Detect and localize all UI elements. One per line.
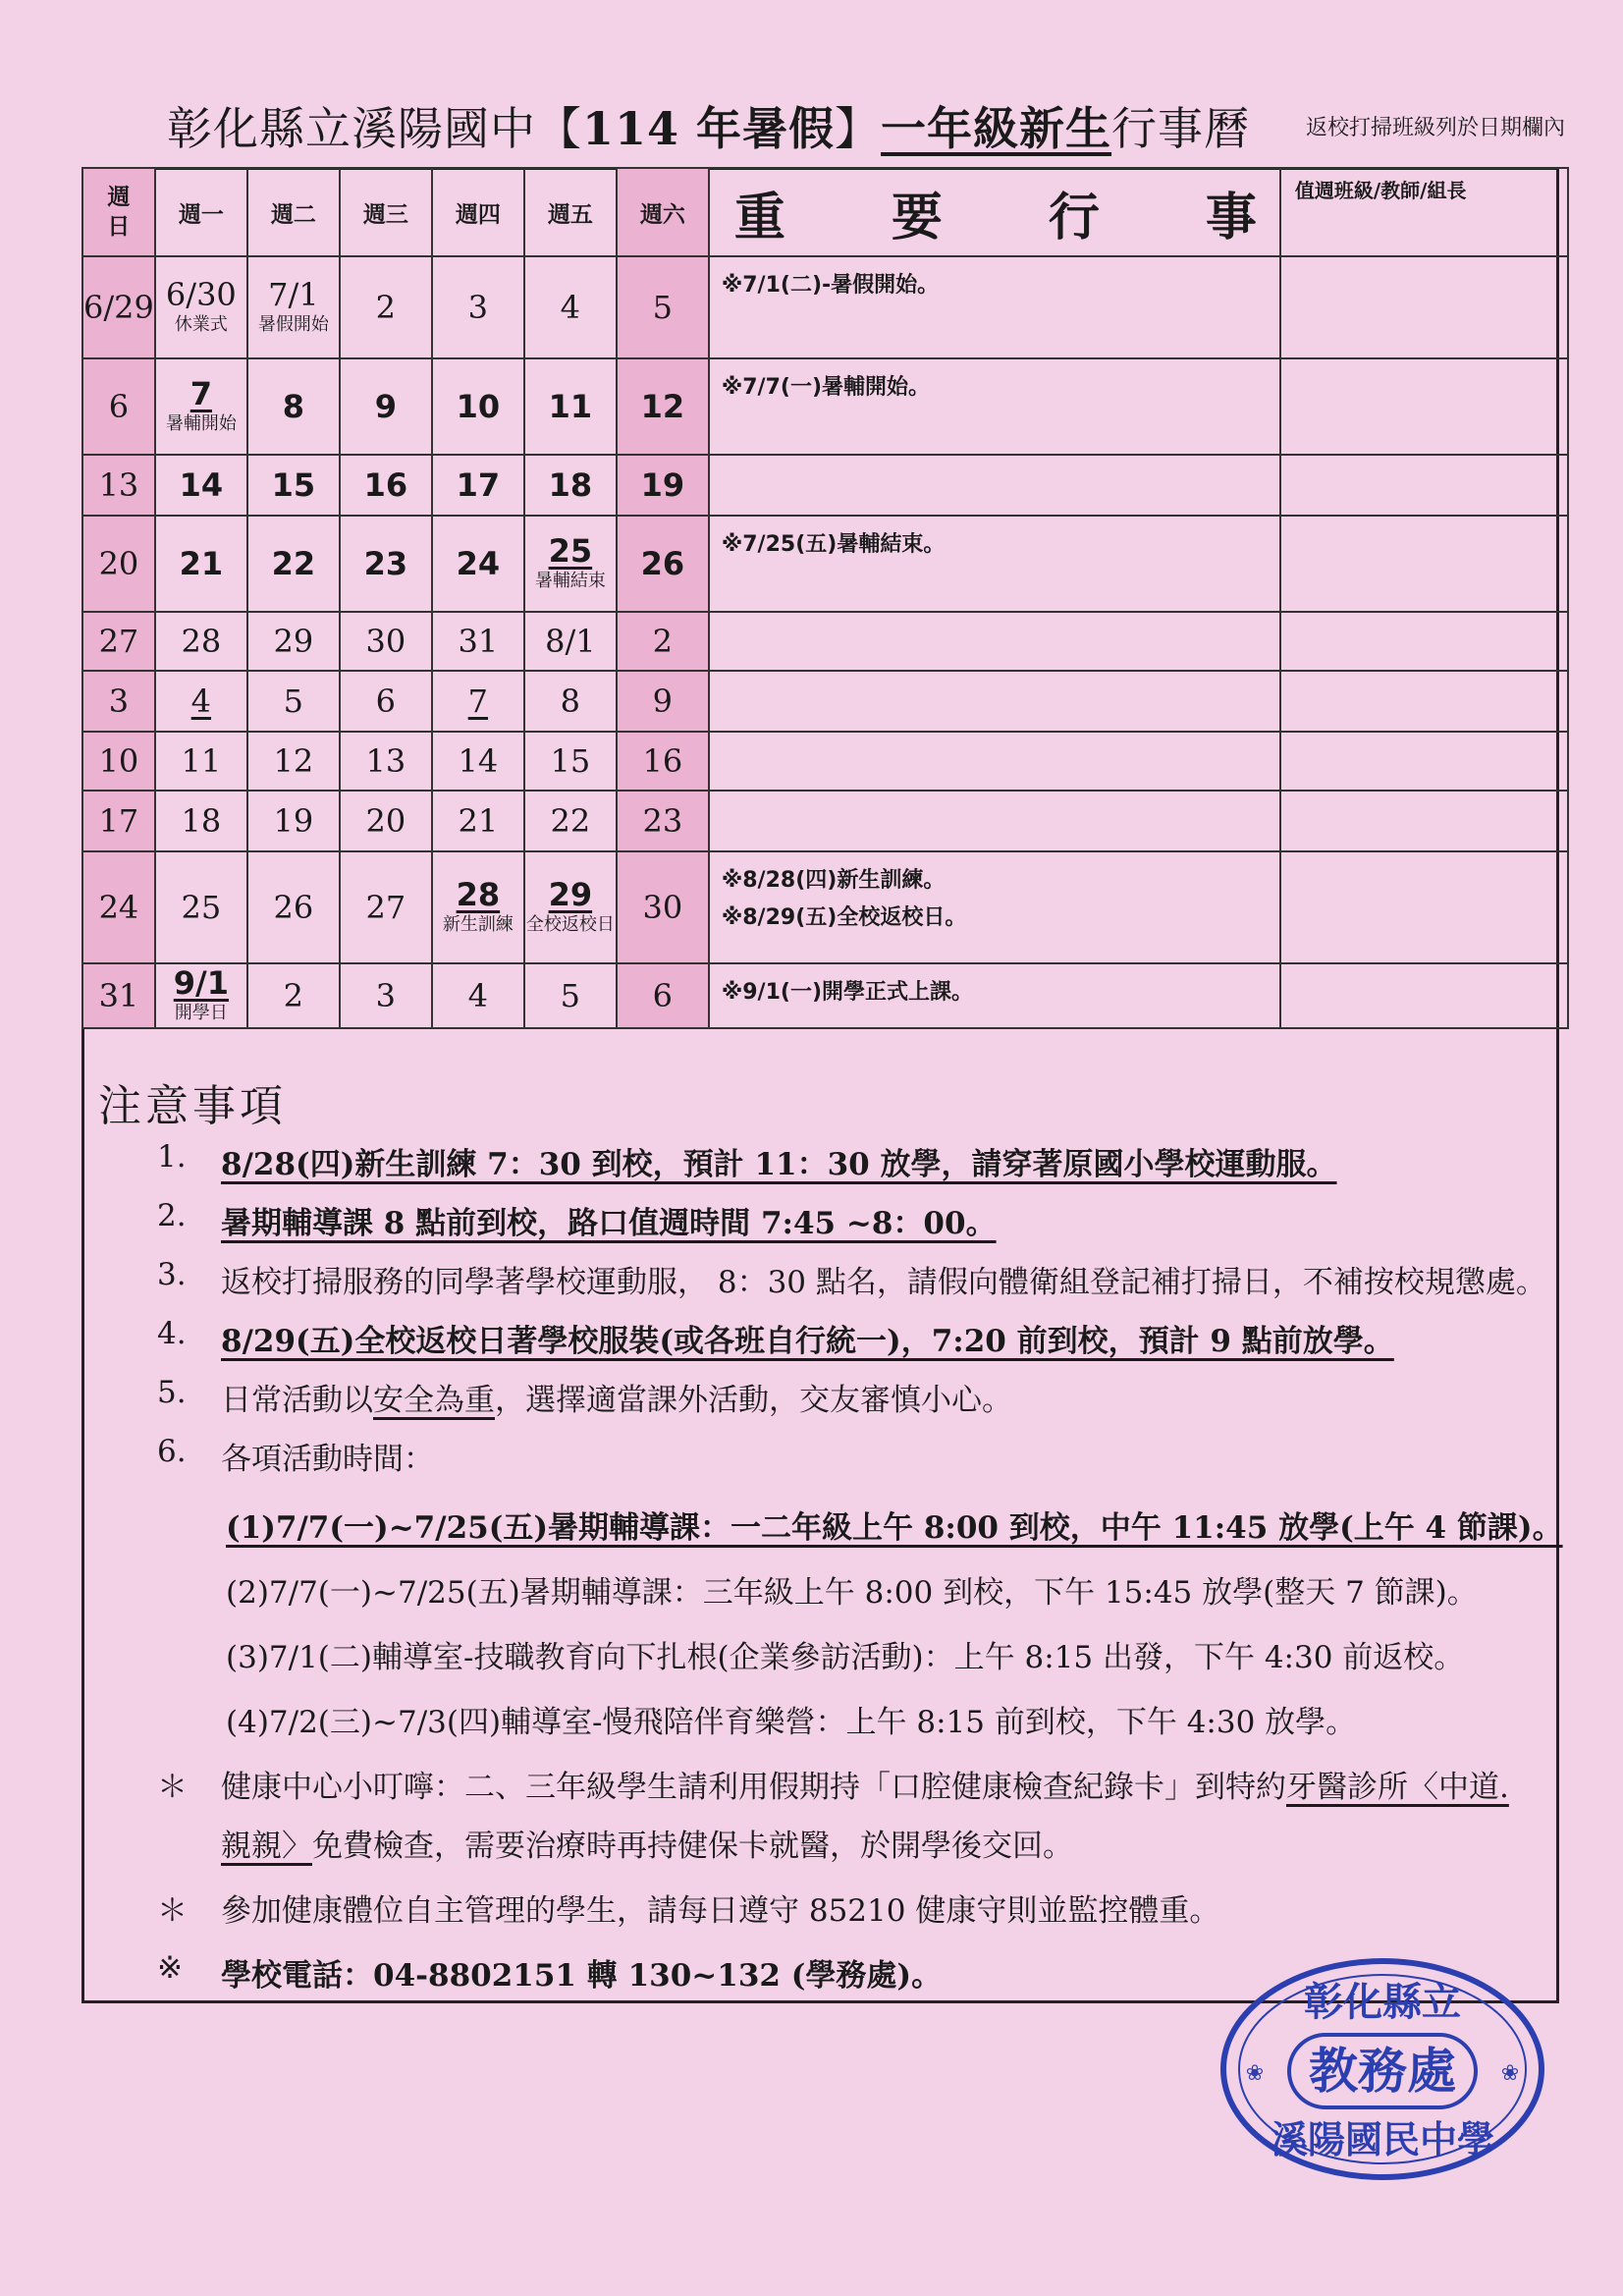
events-cell xyxy=(709,671,1280,732)
svg-text:教務處: 教務處 xyxy=(1309,2043,1456,2100)
col-tue: 週二 xyxy=(247,168,340,256)
duty-cell xyxy=(1280,516,1568,612)
header xyxy=(0,93,1623,162)
day-cell-wed: 30 xyxy=(340,612,432,671)
title-grade: 一年級新生 xyxy=(881,102,1112,155)
day-cell-wed: 23 xyxy=(340,516,432,612)
day-cell-sun: 24 xyxy=(82,851,155,963)
day-cell-tue: 7/1 暑假開始 xyxy=(247,256,340,358)
col-events: 重 要 行 事 xyxy=(709,168,1280,256)
day-cell-tue: 2 xyxy=(247,963,340,1028)
col-mon: 週一 xyxy=(155,168,247,256)
duty-cell xyxy=(1280,671,1568,732)
day-cell-tue: 5 xyxy=(247,671,340,732)
day-cell-sun: 31 xyxy=(82,963,155,1028)
day-cell-tue: 19 xyxy=(247,791,340,851)
col-duty: 值週班級/教師/組長 xyxy=(1280,168,1568,256)
event-item: ※7/7(一)暑輔開始。 xyxy=(721,375,931,400)
day-cell-mon: 7 暑輔開始 xyxy=(155,358,247,455)
calendar-row xyxy=(82,455,1568,516)
day-cell-sun: 20 xyxy=(82,516,155,612)
day-cell-fri: 15 xyxy=(524,732,617,791)
day-cell-fri: 11 xyxy=(524,358,617,455)
day-cell-mon: 11 xyxy=(155,732,247,791)
col-sat: 週六 xyxy=(617,168,709,256)
day-cell-tue: 29 xyxy=(247,612,340,671)
svg-text:溪陽國民中學: 溪陽國民中學 xyxy=(1270,2118,1495,2161)
event-item: ※7/25(五)暑輔結束。 xyxy=(721,532,946,557)
day-cell-tue: 8 xyxy=(247,358,340,455)
calendar-row xyxy=(82,963,1568,1028)
day-cell-thu: 7 xyxy=(432,671,524,732)
day-cell-sun: 17 xyxy=(82,791,155,851)
calendar-row xyxy=(82,791,1568,851)
calendar-row xyxy=(82,612,1568,671)
title-calendar: 行事曆 xyxy=(1111,102,1251,155)
title-bracket: 】 xyxy=(835,102,882,155)
day-cell-wed: 2 xyxy=(340,256,432,358)
col-week: 週日 xyxy=(82,168,155,256)
events-cell xyxy=(709,791,1280,851)
header-row xyxy=(82,168,1568,256)
svg-text:❀: ❀ xyxy=(1245,2061,1265,2086)
day-cell-fri: 8/1 xyxy=(524,612,617,671)
office-seal xyxy=(1216,1954,1549,2185)
col-wed: 週三 xyxy=(340,168,432,256)
day-cell-wed: 6 xyxy=(340,671,432,732)
event-item: ※8/28(四)新生訓練。 xyxy=(721,868,946,893)
day-cell-thu: 31 xyxy=(432,612,524,671)
day-cell-fri: 22 xyxy=(524,791,617,851)
day-cell-thu: 3 xyxy=(432,256,524,358)
day-cell-thu: 10 xyxy=(432,358,524,455)
day-cell-thu: 17 xyxy=(432,455,524,516)
day-cell-tue: 12 xyxy=(247,732,340,791)
events-cell xyxy=(709,516,1280,612)
calendar-row xyxy=(82,358,1568,455)
events-cell xyxy=(709,358,1280,455)
day-cell-sat: 9 xyxy=(617,671,709,732)
header-note: 返校打掃班級列於日期欄內 xyxy=(1306,116,1566,140)
events-cell xyxy=(709,732,1280,791)
day-cell-wed: 3 xyxy=(340,963,432,1028)
day-cell-mon: 9/1 開學日 xyxy=(155,963,247,1028)
day-cell-wed: 9 xyxy=(340,358,432,455)
day-cell-tue: 22 xyxy=(247,516,340,612)
day-cell-sat: 2 xyxy=(617,612,709,671)
page-title xyxy=(167,93,1250,158)
day-cell-mon: 14 xyxy=(155,455,247,516)
duty-cell xyxy=(1280,791,1568,851)
day-cell-mon: 28 xyxy=(155,612,247,671)
day-cell-sat: 26 xyxy=(617,516,709,612)
day-cell-sun: 6 xyxy=(82,358,155,455)
day-cell-tue: 26 xyxy=(247,851,340,963)
day-cell-wed: 27 xyxy=(340,851,432,963)
duty-cell xyxy=(1280,455,1568,516)
duty-cell xyxy=(1280,256,1568,358)
event-item: ※8/29(五)全校返校日。 xyxy=(721,905,967,930)
duty-cell xyxy=(1280,732,1568,791)
events-cell xyxy=(709,612,1280,671)
col-fri: 週五 xyxy=(524,168,617,256)
calendar-body xyxy=(82,256,1568,1028)
day-cell-tue: 15 xyxy=(247,455,340,516)
day-cell-fri: 18 xyxy=(524,455,617,516)
calendar-table xyxy=(81,167,1569,1029)
calendar-row xyxy=(82,851,1568,963)
day-cell-thu: 21 xyxy=(432,791,524,851)
calendar-row xyxy=(82,732,1568,791)
day-cell-sun: 6/29 xyxy=(82,256,155,358)
duty-cell xyxy=(1280,612,1568,671)
day-cell-fri: 29 全校返校日 xyxy=(524,851,617,963)
title-term: 114 年暑假 xyxy=(582,102,836,155)
event-item: ※7/1(二)-暑假開始。 xyxy=(721,273,940,298)
day-cell-sun: 27 xyxy=(82,612,155,671)
day-cell-sat: 5 xyxy=(617,256,709,358)
duty-cell xyxy=(1280,851,1568,963)
day-cell-fri: 25 暑輔結束 xyxy=(524,516,617,612)
day-cell-mon: 21 xyxy=(155,516,247,612)
day-cell-thu: 28 新生訓練 xyxy=(432,851,524,963)
day-cell-sat: 6 xyxy=(617,963,709,1028)
title-school: 彰化縣立溪陽國中【 xyxy=(167,102,582,155)
svg-text:❀: ❀ xyxy=(1500,2061,1520,2086)
col-thu: 週四 xyxy=(432,168,524,256)
calendar-row xyxy=(82,516,1568,612)
day-cell-sat: 23 xyxy=(617,791,709,851)
day-cell-thu: 4 xyxy=(432,963,524,1028)
events-cell xyxy=(709,455,1280,516)
calendar-row xyxy=(82,671,1568,732)
day-cell-mon: 6/30 休業式 xyxy=(155,256,247,358)
day-cell-mon: 4 xyxy=(155,671,247,732)
duty-cell xyxy=(1280,358,1568,455)
day-cell-sat: 30 xyxy=(617,851,709,963)
events-cell xyxy=(709,256,1280,358)
svg-text:彰化縣立: 彰化縣立 xyxy=(1304,1980,1461,2025)
day-cell-mon: 18 xyxy=(155,791,247,851)
events-cell xyxy=(709,963,1280,1028)
calendar-row xyxy=(82,256,1568,358)
events-cell xyxy=(709,851,1280,963)
day-cell-wed: 13 xyxy=(340,732,432,791)
day-cell-wed: 20 xyxy=(340,791,432,851)
day-cell-fri: 4 xyxy=(524,256,617,358)
day-cell-fri: 5 xyxy=(524,963,617,1028)
event-item: ※9/1(一)開學正式上課。 xyxy=(721,980,974,1005)
day-cell-mon: 25 xyxy=(155,851,247,963)
day-cell-sun: 10 xyxy=(82,732,155,791)
notes-title: 注意事項 xyxy=(98,1081,287,1131)
day-cell-thu: 14 xyxy=(432,732,524,791)
day-cell-sun: 13 xyxy=(82,455,155,516)
day-cell-sun: 3 xyxy=(82,671,155,732)
duty-cell xyxy=(1280,963,1568,1028)
day-cell-sat: 12 xyxy=(617,358,709,455)
day-cell-sat: 19 xyxy=(617,455,709,516)
day-cell-wed: 16 xyxy=(340,455,432,516)
day-cell-thu: 24 xyxy=(432,516,524,612)
day-cell-sat: 16 xyxy=(617,732,709,791)
day-cell-fri: 8 xyxy=(524,671,617,732)
